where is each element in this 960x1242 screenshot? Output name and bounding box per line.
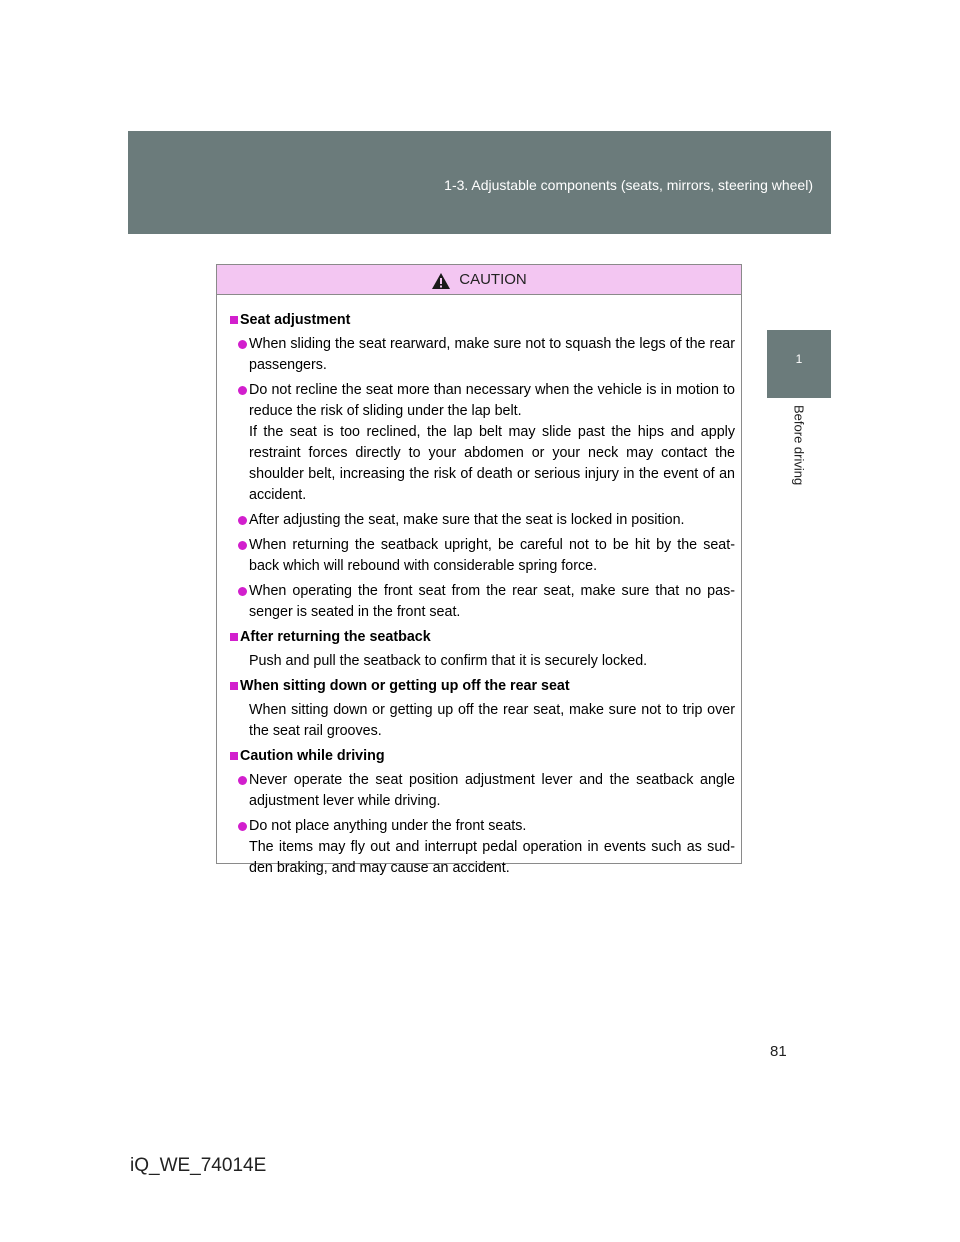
round-bullet-icon xyxy=(238,541,247,550)
caution-box xyxy=(216,264,742,876)
paragraph: Push and pull the seatback to confirm that it is securely locked. xyxy=(249,653,648,669)
chapter-label-container xyxy=(767,405,831,515)
list-item: When sliding the seat rearward, make sure not to squash the legs of the rear passengers. xyxy=(230,334,735,376)
section-heading: When sitting down or getting up off the rear seat xyxy=(230,676,735,697)
list-item: Never operate the seat position adjustment lever and the seatback angle adjustment lever while driving. xyxy=(230,770,735,812)
list-item: When returning the seatback upright, be careful not to be hit by the seat-back which will rebound with considerable spring force. xyxy=(230,535,735,577)
square-bullet-icon xyxy=(230,752,238,760)
warning-triangle-icon xyxy=(431,272,451,290)
page-number: 81 xyxy=(770,1043,787,1060)
chapter-tab xyxy=(767,330,831,398)
section-heading: Caution while driving xyxy=(230,746,735,767)
section-title: 1-3. Adjustable components (seats, mirrors, steering wheel) xyxy=(444,177,813,193)
header-band xyxy=(128,131,831,234)
square-bullet-icon xyxy=(230,316,238,324)
caution-header xyxy=(217,265,741,295)
chapter-label: Before driving xyxy=(791,405,807,486)
section-heading: Seat adjustment xyxy=(230,310,735,331)
section-heading: After returning the seatback xyxy=(230,627,735,648)
list-item: When operating the front seat from the rear seat, make sure that no pas-senger is seated in the front seat. xyxy=(230,581,735,623)
document-code: iQ_WE_74014E xyxy=(130,1155,267,1176)
chapter-number: 1 xyxy=(795,352,803,366)
round-bullet-icon xyxy=(238,516,247,525)
round-bullet-icon xyxy=(238,587,247,596)
round-bullet-icon xyxy=(238,386,247,395)
list-item: After adjusting the seat, make sure that the seat is locked in position. xyxy=(230,510,735,531)
square-bullet-icon xyxy=(230,633,238,641)
list-item: Do not place anything under the front seats. The items may fly out and interrupt pedal operation in events such as sud-den braking, and may cause an accident. xyxy=(230,816,735,879)
round-bullet-icon xyxy=(238,822,247,831)
round-bullet-icon xyxy=(238,340,247,349)
caution-content xyxy=(217,295,741,879)
round-bullet-icon xyxy=(238,776,247,785)
paragraph: When sitting down or getting up off the rear seat, make sure not to trip over the seat rail grooves. xyxy=(249,702,735,739)
caution-title: CAUTION xyxy=(459,271,527,288)
square-bullet-icon xyxy=(230,682,238,690)
list-item: Do not recline the seat more than necessary when the vehicle is in motion to reduce the risk of sliding under the lap belt. If the seat is too reclined, the lap belt may slide past the hips and apply restraint forces directly to your abdomen or your neck may contact the shoulder belt, increasing the risk of death or serious injury in the event of an accident. xyxy=(230,380,735,506)
